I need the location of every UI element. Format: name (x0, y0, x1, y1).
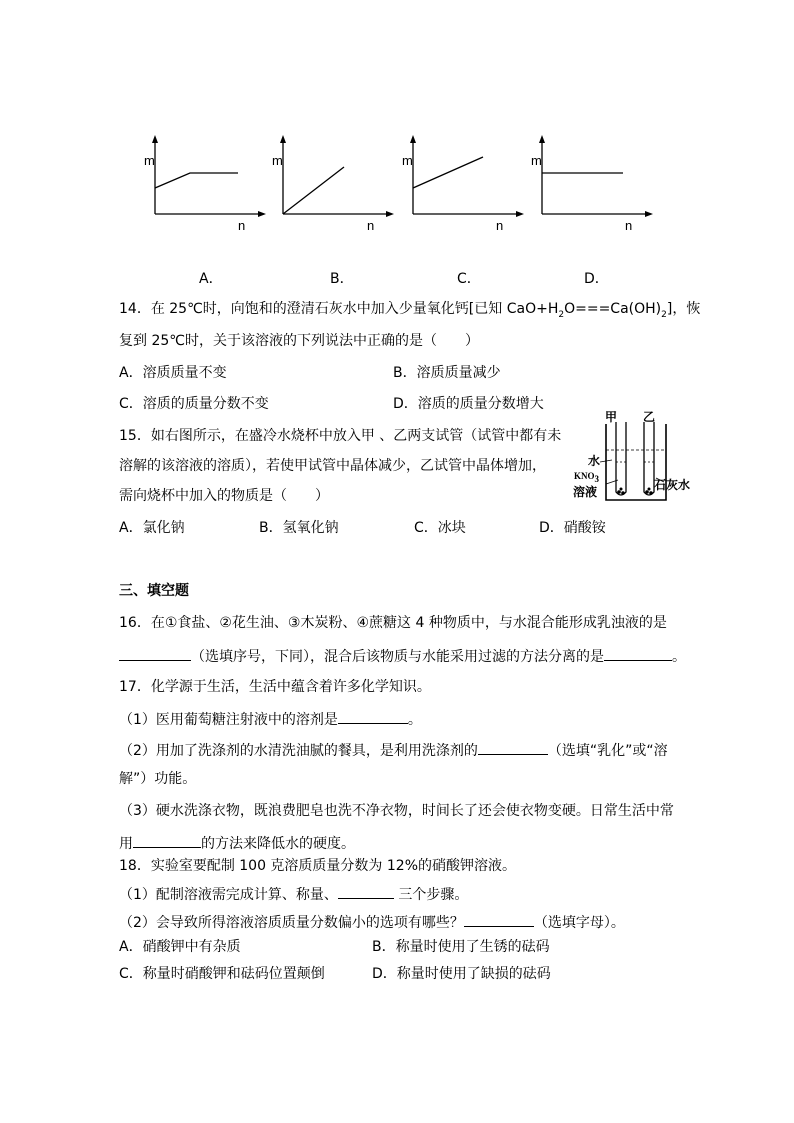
graph-d-x-label: n (625, 218, 633, 233)
q17-part3: （3）硬水洗涤衣物，既浪费肥皂也洗不净衣物，时间长了还会使衣物变硬。日常生活中常 (119, 803, 674, 819)
graph-b-option: B． (330, 271, 354, 287)
q15-option-a: A．氯化钠 (119, 520, 185, 536)
graph-a-x-label: n (238, 218, 246, 233)
q17-blank-3[interactable] (133, 832, 201, 848)
q18-option-d: D．称量时使用了缺损的砝码 (372, 966, 551, 982)
q18-line1: 18．实验室要配制 100 克溶质质量分数为 12%的硝酸钾溶液。 (119, 858, 517, 874)
section-3-title: 三、填空题 (119, 583, 189, 599)
q17-part3-cont: 用 的方法来降低水的硬度。 (119, 832, 355, 854)
q16-line2: （选填序号，下同），混合后该物质与水能采用过滤的方法分离的是 。 (119, 645, 686, 667)
graph-d-y-label: m (531, 153, 542, 168)
q18-part1: （1）配制溶液需完成计算、称量、 三个步骤。 (119, 883, 468, 905)
q17-line1: 17．化学源于生活，生活中蕴含着许多化学知识。 (119, 679, 431, 695)
beaker-label-kno3: $KNO_3$ (574, 471, 600, 484)
q17-part2: （2）用加了洗涤剂的水清洗油腻的餐具，是利用洗涤剂的 （选填“乳化”或“溶 (119, 739, 668, 761)
q15-line3: 需向烧杯中加入的物质是（ ） (119, 488, 329, 504)
graph-d-plot (527, 130, 667, 225)
q15-option-c: C．冰块 (414, 520, 466, 536)
q14-option-d: D．溶质的质量分数增大 (393, 396, 544, 412)
graph-b-plot (268, 130, 408, 225)
q16-blank-2[interactable] (604, 645, 672, 661)
q14-line1: 14．在 25℃时，向饱和的澄清石灰水中加入少量氧化钙[已知 $CaO+H_2O===Ca(OH)_2$]，恢 (119, 301, 701, 320)
q15-option-b: B．氢氧化钠 (259, 520, 339, 536)
graph-a-y-label: m (144, 153, 155, 168)
graph-a-plot (140, 130, 280, 225)
graph-a-option: A． (199, 271, 223, 287)
graph-b-y-label: m (272, 153, 283, 168)
graph-c-y-label: m (402, 153, 413, 168)
q17-part1: （1）医用葡萄糖注射液中的溶剂是 。 (119, 708, 422, 730)
graph-d-option: D． (584, 271, 609, 287)
graph-b-x-label: n (367, 218, 375, 233)
q17-blank-2[interactable] (478, 739, 548, 755)
graph-c-x-label: n (496, 218, 504, 233)
beaker-label-yi: 乙 (643, 410, 656, 424)
q14-option-a: A．溶质质量不变 (119, 365, 227, 381)
q18-option-c: C．称量时硝酸钾和砝码位置颠倒 (119, 966, 325, 982)
q18-part2: （2）会导致所得溶液溶质质量分数偏小的选项有哪些？ （选填字母）。 (119, 911, 625, 933)
beaker-label-water: 水 (588, 454, 601, 468)
q16-line1: 16．在①食盐、②花生油、③木炭粉、④蔗糖这 4 种物质中，与水混合能形成乳浊液的是 (119, 615, 667, 631)
q17-blank-1[interactable] (338, 708, 408, 724)
q18-option-a: A．硝酸钾中有杂质 (119, 939, 241, 955)
graph-c-plot (398, 130, 538, 225)
beaker-label-solution: 溶液 (573, 485, 598, 499)
beaker-label-jia: 甲 (605, 410, 618, 424)
q14-line2: 复到 25℃时，关于该溶液的下列说法中正确的是（ ） (119, 333, 479, 349)
q16-blank-1[interactable] (119, 645, 191, 661)
q14-option-c: C．溶质的质量分数不变 (119, 396, 269, 412)
q15-line2: 溶解的该溶液的溶质），若使甲试管中晶体减少，乙试管中晶体增加， (119, 458, 546, 474)
q18-blank-1[interactable] (338, 883, 394, 899)
q15-line1: 15．如右图所示，在盛冷水烧杯中放入甲 、乙两支试管（试管中都有未 (119, 428, 562, 444)
q17-part2-cont: 解”）功能。 (119, 771, 197, 787)
q18-blank-2[interactable] (464, 911, 534, 927)
beaker-label-limewater: 石灰水 (654, 478, 691, 492)
q15-option-d: D．硝酸铵 (539, 520, 606, 536)
q18-option-b: B．称量时使用了生锈的砝码 (372, 939, 550, 955)
q14-option-b: B．溶质质量减少 (393, 365, 501, 381)
graph-c-option: C． (457, 271, 481, 287)
